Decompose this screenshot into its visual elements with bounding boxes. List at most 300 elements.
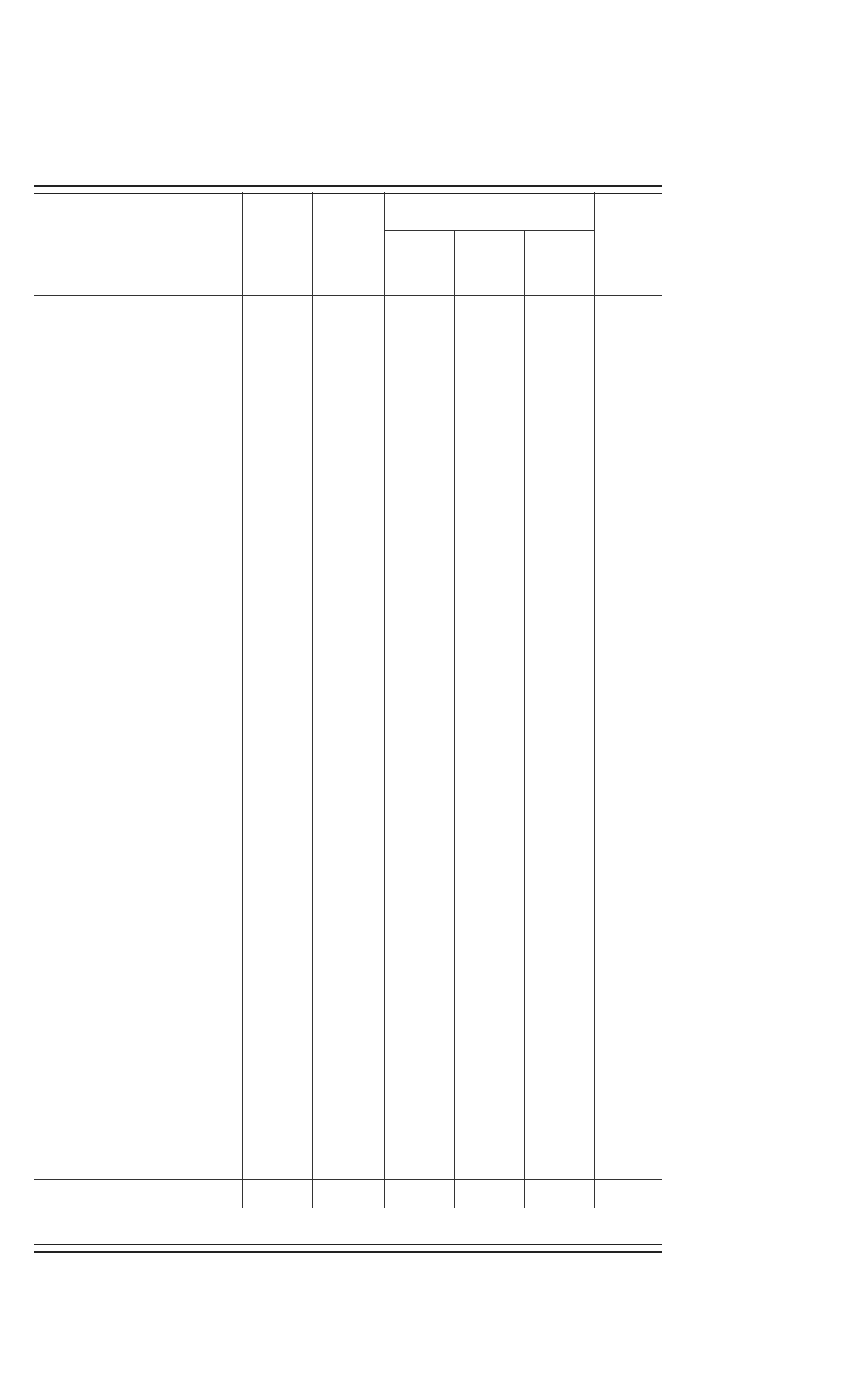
- spacer-cell: [242, 870, 312, 883]
- cell-prop: [242, 316, 312, 330]
- cell-men: [384, 694, 454, 708]
- spacer-cell: [242, 708, 312, 721]
- spacer-cell: [454, 465, 524, 478]
- cell-men: [384, 343, 454, 357]
- cell-men: [384, 316, 454, 330]
- cell-wom: [454, 937, 524, 951]
- cell-sal: [312, 815, 384, 829]
- cell-prop: [242, 586, 312, 600]
- table-row: [34, 762, 662, 776]
- cell-wom: [454, 815, 524, 829]
- row-label: [34, 667, 242, 681]
- table-row: [34, 681, 662, 695]
- cell-men: [384, 492, 454, 506]
- cell-wom: [454, 492, 524, 506]
- cell-wom: [454, 559, 524, 573]
- row-label: [34, 653, 242, 667]
- row-label: [34, 977, 242, 991]
- cell-chi: [524, 734, 594, 748]
- cell-tot: [594, 573, 662, 587]
- cell-sal: [312, 734, 384, 748]
- table-row: [34, 829, 662, 843]
- cell-tot: [594, 397, 662, 411]
- row-label: [34, 600, 242, 614]
- cell-chi: [524, 370, 594, 384]
- cell-tot: [594, 775, 662, 789]
- table-row: [34, 1072, 662, 1086]
- spacer-cell: [242, 546, 312, 559]
- row-label: [34, 586, 242, 600]
- cell-men: [384, 964, 454, 978]
- table-row: [34, 721, 662, 735]
- cell-prop: [242, 559, 312, 573]
- cell-wom: [454, 343, 524, 357]
- cell-men: [384, 748, 454, 762]
- spacer-cell: [594, 870, 662, 883]
- cell-men: [384, 505, 454, 519]
- cell-men: [384, 519, 454, 533]
- cell-prop: [242, 762, 312, 776]
- table-row: [34, 438, 662, 452]
- row-spacer: [34, 384, 662, 397]
- spacer-cell: [454, 789, 524, 802]
- row-label: [34, 991, 242, 1005]
- row-label: [34, 1194, 242, 1208]
- spacer-cell: [594, 296, 662, 317]
- table-row: [34, 883, 662, 897]
- cell-tot: [594, 1139, 662, 1153]
- spacer-cell: [384, 627, 454, 640]
- spacer-cell: [242, 789, 312, 802]
- spacer-cell: [312, 870, 384, 883]
- cell-sal: [312, 370, 384, 384]
- cell-men: [384, 883, 454, 897]
- cell-sal: [312, 492, 384, 506]
- table-row: [34, 1099, 662, 1113]
- row-label: [34, 330, 242, 344]
- cell-tot: [594, 1194, 662, 1208]
- spacer-cell: [312, 384, 384, 397]
- cell-men: [384, 924, 454, 938]
- cell-men: [384, 1153, 454, 1167]
- cell-wom: [454, 843, 524, 857]
- spacer-cell: [312, 1113, 384, 1126]
- cell-men: [384, 600, 454, 614]
- table-row: [34, 1086, 662, 1100]
- cell-wom: [454, 357, 524, 371]
- cell-tot: [594, 667, 662, 681]
- cell-sal: [312, 1126, 384, 1140]
- table-row: [34, 411, 662, 425]
- cell-tot: [594, 478, 662, 492]
- spacer-cell: [454, 384, 524, 397]
- cell-men: [384, 937, 454, 951]
- row-label: [34, 505, 242, 519]
- row-label: [34, 1126, 242, 1140]
- spacer-cell: [312, 627, 384, 640]
- table-row: [34, 613, 662, 627]
- cell-wom: [454, 1086, 524, 1100]
- cell-wom: [454, 829, 524, 843]
- cell-chi: [524, 559, 594, 573]
- table-row: [34, 815, 662, 829]
- row-label: [34, 762, 242, 776]
- spacer-cell: [242, 465, 312, 478]
- cell-prop: [242, 896, 312, 910]
- cell-wom: [454, 438, 524, 452]
- cell-men: [384, 559, 454, 573]
- cell-chi: [524, 1126, 594, 1140]
- cell-tot: [594, 762, 662, 776]
- cell-sal: [312, 357, 384, 371]
- spacer-cell: [594, 708, 662, 721]
- cell-sal: [312, 640, 384, 654]
- table-row: [34, 370, 662, 384]
- cell-chi: [524, 478, 594, 492]
- cell-tot: [594, 316, 662, 330]
- column-header-total: [594, 192, 662, 296]
- cell-sal: [312, 343, 384, 357]
- spacer-cell: [242, 1113, 312, 1126]
- cell-wom: [454, 586, 524, 600]
- spacer-cell: [384, 465, 454, 478]
- cell-prop: [242, 1018, 312, 1032]
- cell-tot: [594, 815, 662, 829]
- cell-prop: [242, 734, 312, 748]
- cell-wom: [454, 1005, 524, 1019]
- table-row: [34, 653, 662, 667]
- cell-men: [384, 451, 454, 465]
- cell-chi: [524, 802, 594, 816]
- cell-prop: [242, 937, 312, 951]
- row-label: [34, 896, 242, 910]
- row-label: [34, 734, 242, 748]
- cell-chi: [524, 1139, 594, 1153]
- cell-sal: [312, 775, 384, 789]
- row-spacer: [34, 708, 662, 721]
- row-label: [34, 1099, 242, 1113]
- spacer-cell: [594, 465, 662, 478]
- cell-men: [384, 910, 454, 924]
- spacer-cell: [384, 789, 454, 802]
- cell-chi: [524, 573, 594, 587]
- cell-wom: [454, 613, 524, 627]
- cell-wom: [454, 1194, 524, 1208]
- cell-wom: [454, 748, 524, 762]
- cell-sal: [312, 316, 384, 330]
- cell-prop: [242, 1153, 312, 1167]
- cell-prop: [242, 653, 312, 667]
- cell-wom: [454, 964, 524, 978]
- cell-wom: [454, 505, 524, 519]
- row-label: [34, 856, 242, 870]
- row-label: [34, 357, 242, 371]
- cell-chi: [524, 856, 594, 870]
- cell-sal: [312, 1194, 384, 1208]
- cell-wom: [454, 802, 524, 816]
- cell-prop: [242, 438, 312, 452]
- spacer-cell: [242, 1032, 312, 1045]
- cell-sal: [312, 478, 384, 492]
- cell-wom: [454, 1018, 524, 1032]
- row-label: [34, 1072, 242, 1086]
- cell-men: [384, 613, 454, 627]
- table-row: [34, 775, 662, 789]
- row-label: [34, 640, 242, 654]
- spacer-cell: [34, 951, 242, 964]
- cell-sal: [312, 977, 384, 991]
- cell-sal: [312, 397, 384, 411]
- spacer-cell: [594, 1166, 662, 1180]
- cell-sal: [312, 1180, 384, 1194]
- cell-prop: [242, 357, 312, 371]
- cell-chi: [524, 843, 594, 857]
- cell-wom: [454, 734, 524, 748]
- cell-prop: [242, 856, 312, 870]
- cell-prop: [242, 1072, 312, 1086]
- cell-chi: [524, 883, 594, 897]
- cell-men: [384, 856, 454, 870]
- spacer-cell: [524, 708, 594, 721]
- cell-prop: [242, 505, 312, 519]
- column-header-children: [524, 231, 594, 296]
- cell-sal: [312, 802, 384, 816]
- cell-men: [384, 1072, 454, 1086]
- row-label: [34, 883, 242, 897]
- cell-wom: [454, 694, 524, 708]
- table-row: [34, 964, 662, 978]
- cell-prop: [242, 843, 312, 857]
- cell-chi: [524, 721, 594, 735]
- row-label: [34, 370, 242, 384]
- cell-men: [384, 1005, 454, 1019]
- cell-tot: [594, 505, 662, 519]
- cell-prop: [242, 681, 312, 695]
- cell-chi: [524, 1099, 594, 1113]
- cell-sal: [312, 964, 384, 978]
- cell-sal: [312, 924, 384, 938]
- cell-wom: [454, 681, 524, 695]
- cell-chi: [524, 397, 594, 411]
- cell-wom: [454, 667, 524, 681]
- cell-prop: [242, 532, 312, 546]
- cell-prop: [242, 775, 312, 789]
- row-label: [34, 1139, 242, 1153]
- cell-men: [384, 573, 454, 587]
- cell-chi: [524, 977, 594, 991]
- row-label: [34, 424, 242, 438]
- cell-tot: [594, 559, 662, 573]
- cell-men: [384, 438, 454, 452]
- cell-men: [384, 721, 454, 735]
- cell-tot: [594, 910, 662, 924]
- row-spacer: [34, 296, 662, 317]
- cell-chi: [524, 316, 594, 330]
- cell-sal: [312, 411, 384, 425]
- cell-chi: [524, 330, 594, 344]
- cell-tot: [594, 370, 662, 384]
- cell-wom: [454, 883, 524, 897]
- cell-men: [384, 370, 454, 384]
- cell-men: [384, 815, 454, 829]
- spacer-cell: [242, 627, 312, 640]
- cell-prop: [242, 640, 312, 654]
- row-label: [34, 1018, 242, 1032]
- spacer-cell: [384, 951, 454, 964]
- spacer-cell: [34, 1166, 242, 1180]
- row-label: [34, 532, 242, 546]
- cell-tot: [594, 829, 662, 843]
- table-row: [34, 1153, 662, 1167]
- cell-tot: [594, 1072, 662, 1086]
- cell-men: [384, 397, 454, 411]
- cell-wom: [454, 1099, 524, 1113]
- cell-wom: [454, 653, 524, 667]
- spacer-cell: [454, 546, 524, 559]
- spacer-cell: [524, 1113, 594, 1126]
- row-label: [34, 613, 242, 627]
- cell-prop: [242, 451, 312, 465]
- table-row: [34, 734, 662, 748]
- cell-chi: [524, 411, 594, 425]
- column-header-cities: [34, 192, 242, 296]
- table-row: [34, 977, 662, 991]
- cell-chi: [524, 357, 594, 371]
- cell-chi: [524, 694, 594, 708]
- table-row: [34, 1045, 662, 1059]
- cell-tot: [594, 802, 662, 816]
- cell-sal: [312, 856, 384, 870]
- cell-men: [384, 802, 454, 816]
- cell-men: [384, 586, 454, 600]
- total-row: [34, 1194, 662, 1208]
- cell-prop: [242, 802, 312, 816]
- cell-wom: [454, 896, 524, 910]
- spacer-cell: [312, 708, 384, 721]
- cell-tot: [594, 1058, 662, 1072]
- cell-sal: [312, 1086, 384, 1100]
- manufactures-table: [34, 192, 662, 1208]
- cell-chi: [524, 1005, 594, 1019]
- cell-sal: [312, 532, 384, 546]
- cell-prop: [242, 573, 312, 587]
- spacer-cell: [454, 870, 524, 883]
- cell-prop: [242, 1126, 312, 1140]
- cell-chi: [524, 1018, 594, 1032]
- cell-wom: [454, 424, 524, 438]
- cell-sal: [312, 991, 384, 1005]
- spacer-cell: [34, 1032, 242, 1045]
- cell-chi: [524, 438, 594, 452]
- row-spacer: [34, 546, 662, 559]
- table-row: [34, 924, 662, 938]
- cell-tot: [594, 1099, 662, 1113]
- cell-prop: [242, 964, 312, 978]
- cell-prop: [242, 829, 312, 843]
- cell-prop: [242, 991, 312, 1005]
- cell-sal: [312, 330, 384, 344]
- cell-tot: [594, 600, 662, 614]
- spacer-cell: [454, 1113, 524, 1126]
- cell-wom: [454, 910, 524, 924]
- cell-men: [384, 640, 454, 654]
- row-label: [34, 559, 242, 573]
- cell-men: [384, 1194, 454, 1208]
- cell-prop: [242, 721, 312, 735]
- cell-tot: [594, 991, 662, 1005]
- cell-tot: [594, 438, 662, 452]
- column-header-women: [454, 231, 524, 296]
- cell-tot: [594, 1086, 662, 1100]
- cell-chi: [524, 492, 594, 506]
- row-label: [34, 1153, 242, 1167]
- cell-chi: [524, 586, 594, 600]
- cell-tot: [594, 519, 662, 533]
- cell-tot: [594, 883, 662, 897]
- cell-prop: [242, 600, 312, 614]
- cell-wom: [454, 370, 524, 384]
- row-spacer: [34, 870, 662, 883]
- cell-prop: [242, 1005, 312, 1019]
- table-row: [34, 492, 662, 506]
- spacer-cell: [242, 384, 312, 397]
- cell-men: [384, 330, 454, 344]
- table-row: [34, 451, 662, 465]
- cell-sal: [312, 1139, 384, 1153]
- cell-sal: [312, 559, 384, 573]
- cell-sal: [312, 681, 384, 695]
- cell-chi: [524, 613, 594, 627]
- table-body: [34, 296, 662, 1208]
- spacer-cell: [312, 789, 384, 802]
- cell-wom: [454, 856, 524, 870]
- table-row: [34, 330, 662, 344]
- cell-wom: [454, 519, 524, 533]
- spacer-cell: [524, 296, 594, 317]
- cell-sal: [312, 762, 384, 776]
- cell-tot: [594, 1153, 662, 1167]
- table-row: [34, 519, 662, 533]
- cell-wom: [454, 330, 524, 344]
- total-row: [34, 1180, 662, 1194]
- cell-wom: [454, 573, 524, 587]
- cell-wom: [454, 1058, 524, 1072]
- cell-sal: [312, 451, 384, 465]
- row-label: [34, 775, 242, 789]
- cell-tot: [594, 937, 662, 951]
- cell-prop: [242, 1086, 312, 1100]
- spacer-cell: [594, 384, 662, 397]
- cell-tot: [594, 1005, 662, 1019]
- cell-men: [384, 1126, 454, 1140]
- cell-tot: [594, 896, 662, 910]
- row-spacer: [34, 1113, 662, 1126]
- cell-tot: [594, 721, 662, 735]
- spacer-cell: [594, 1032, 662, 1045]
- cell-prop: [242, 910, 312, 924]
- cell-sal: [312, 937, 384, 951]
- table-row: [34, 532, 662, 546]
- row-label: [34, 1086, 242, 1100]
- cell-sal: [312, 1018, 384, 1032]
- cell-tot: [594, 1045, 662, 1059]
- spacer-cell: [384, 870, 454, 883]
- spacer-cell: [454, 708, 524, 721]
- table-row: [34, 478, 662, 492]
- spacer-cell: [384, 708, 454, 721]
- cell-men: [384, 734, 454, 748]
- cell-prop: [242, 1139, 312, 1153]
